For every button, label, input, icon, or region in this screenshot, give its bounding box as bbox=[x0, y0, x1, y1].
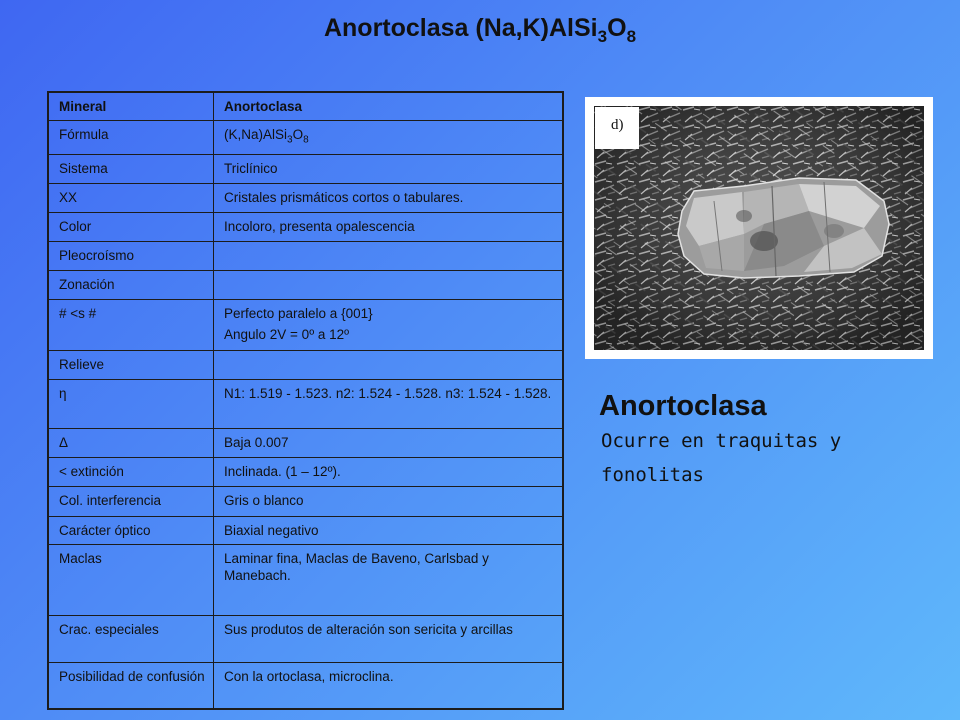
table-row bbox=[48, 379, 563, 428]
row-value: Cristales prismáticos cortos o tabulares. bbox=[214, 183, 564, 212]
row-key: Col. interferencia bbox=[48, 486, 214, 516]
row-key: Posibilidad de confusión bbox=[48, 662, 214, 709]
row-value: Con la ortoclasa, microclina. bbox=[214, 662, 564, 709]
row-key: Fórmula bbox=[48, 121, 214, 155]
row-key: XX bbox=[48, 183, 214, 212]
table-row bbox=[48, 544, 563, 615]
row-key: < extinción bbox=[48, 457, 214, 486]
cleavage-line: Perfecto paralelo a {001} bbox=[224, 305, 373, 321]
optic-angle-line: Angulo 2V = 0º a 12º bbox=[224, 326, 350, 342]
row-key: Carácter óptico bbox=[48, 516, 214, 544]
row-key: Pleocroísmo bbox=[48, 241, 214, 270]
row-key: Color bbox=[48, 212, 214, 241]
slide-title bbox=[0, 14, 960, 47]
row-value bbox=[214, 350, 564, 379]
row-key: # <s # bbox=[48, 299, 214, 350]
row-value: N1: 1.519 - 1.523. n2: 1.524 - 1.528. n3: 1.524 - 1.528. bbox=[214, 379, 564, 428]
thin-section-photo bbox=[585, 97, 933, 359]
mineral-properties-table bbox=[47, 91, 564, 710]
row-value: Sus produtos de alteración son sericita y arcillas bbox=[214, 615, 564, 662]
row-key: Δ bbox=[48, 428, 214, 457]
table-row bbox=[48, 615, 563, 662]
row-value bbox=[214, 241, 564, 270]
formula-text: (K,Na)AlSi bbox=[224, 127, 288, 142]
table-row bbox=[48, 212, 563, 241]
table-row bbox=[48, 270, 563, 299]
photo-label: d) bbox=[595, 107, 639, 149]
row-key: Relieve bbox=[48, 350, 214, 379]
row-key: η bbox=[48, 379, 214, 428]
table-row bbox=[48, 350, 563, 379]
row-value: Biaxial negativo bbox=[214, 516, 564, 544]
row-key: Sistema bbox=[48, 154, 214, 183]
table-row bbox=[48, 121, 563, 155]
row-value-formula bbox=[214, 121, 564, 155]
table-row bbox=[48, 457, 563, 486]
formula-text-oxygen: O bbox=[292, 127, 304, 142]
row-value bbox=[214, 270, 564, 299]
mineral-name: Anortoclasa bbox=[599, 390, 767, 422]
formula-subscript-o: 8 bbox=[303, 134, 309, 146]
table-row bbox=[48, 516, 563, 544]
row-key: Crac. especiales bbox=[48, 615, 214, 662]
table-row bbox=[48, 241, 563, 270]
row-key: Maclas bbox=[48, 544, 214, 615]
microphotograph-image bbox=[594, 106, 924, 350]
formula-subscript-si: 3 bbox=[287, 134, 293, 146]
row-value: Gris o blanco bbox=[214, 486, 564, 516]
title-text: Anortoclasa (Na,K)AlSi bbox=[323, 14, 598, 42]
row-value: Incoloro, presenta opalescencia bbox=[214, 212, 564, 241]
title-subscript-si: 3 bbox=[597, 27, 608, 46]
table-row bbox=[48, 428, 563, 457]
title-text-oxygen: O bbox=[607, 14, 627, 42]
row-value: Inclinada. (1 – 12º). bbox=[214, 457, 564, 486]
row-value: Baja 0.007 bbox=[214, 428, 564, 457]
row-key: Zonación bbox=[48, 270, 214, 299]
title-subscript-o: 8 bbox=[626, 27, 637, 46]
mineral-occurrence: Ocurre en traquitas y fonolitas bbox=[601, 430, 842, 486]
table-row bbox=[48, 154, 563, 183]
header-value-cell: Anortoclasa bbox=[214, 92, 564, 121]
table-row bbox=[48, 299, 563, 350]
header-key-cell: Mineral bbox=[48, 92, 214, 121]
row-value: Triclínico bbox=[214, 154, 564, 183]
table-row bbox=[48, 183, 563, 212]
row-value: Laminar fina, Maclas de Baveno, Carlsbad y Manebach. bbox=[214, 544, 564, 615]
row-value-cleavage bbox=[214, 299, 564, 350]
table-row bbox=[48, 486, 563, 516]
table-row bbox=[48, 662, 563, 709]
table-header-row bbox=[48, 92, 563, 121]
